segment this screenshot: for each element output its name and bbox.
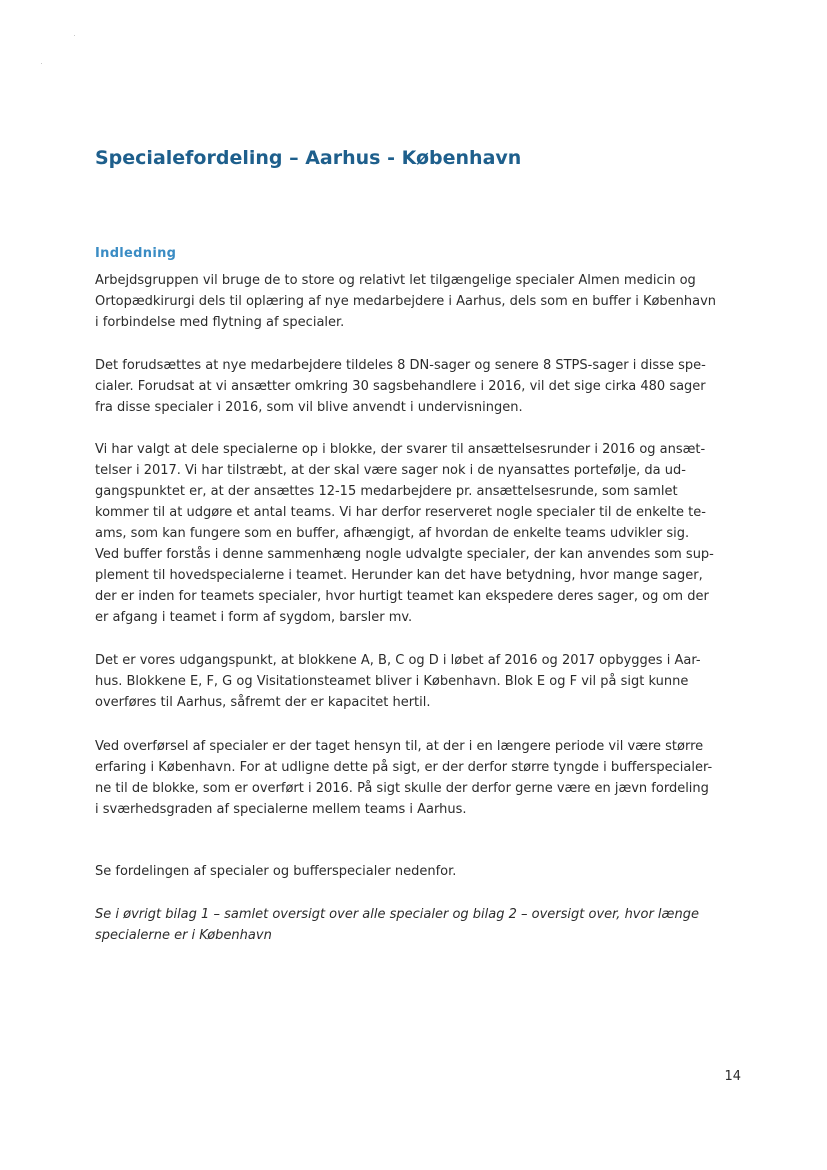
paragraph-line: hus. Blokkene E, F, G og Visitationsteamet bliver i København. Blok E og F vil på sigt kunne xyxy=(95,674,689,689)
page-title: Specialefordeling – Aarhus - København xyxy=(95,147,522,169)
paragraph-line: Ortopædkirurgi dels til oplæring af nye medarbejdere i Aarhus, dels som en buffer i København xyxy=(95,294,717,309)
paragraph-line: Ved overførsel af specialer er der taget hensyn til, at der i en længere periode vil være større xyxy=(95,739,704,754)
paragraph-line: Arbejdsgruppen vil bruge de to store og relativt let tilgængelige specialer Almen medicin og xyxy=(95,273,696,288)
section-heading-indledning: Indledning xyxy=(95,246,177,261)
paragraph-line: gangspunktet er, at der ansættes 12-15 medarbejdere pr. ansættelsesrunde, som samlet xyxy=(95,484,678,499)
paragraph-line: kommer til at udgøre et antal teams. Vi har derfor reserveret nogle specialer til de enkelte te- xyxy=(95,505,706,520)
scan-speck xyxy=(74,35,75,36)
paragraph-line: Se fordelingen af specialer og bufferspecialer nedenfor. xyxy=(95,864,457,879)
paragraph-line: Det er vores udgangspunkt, at blokkene A, B, C og D i løbet af 2016 og 2017 opbygges i Aar- xyxy=(95,653,701,668)
paragraph-line: Vi har valgt at dele specialerne op i blokke, der svarer til ansættelsesrunder i 2016 og ansæt- xyxy=(95,442,706,457)
paragraph-line: i forbindelse med flytning af specialer. xyxy=(95,315,345,330)
paragraph-line: Det forudsættes at nye medarbejdere tildeles 8 DN-sager og senere 8 STPS-sager i disse spe- xyxy=(95,358,706,373)
paragraph-line: plement til hovedspecialerne i teamet. Herunder kan det have betydning, hvor mange sager, xyxy=(95,568,703,583)
paragraph-6 xyxy=(95,861,745,882)
paragraph-5 xyxy=(95,736,745,820)
note-line: Se i øvrigt bilag 1 – samlet oversigt over alle specialer og bilag 2 – oversigt over, hvor længe xyxy=(95,907,699,922)
note-paragraph xyxy=(95,904,745,946)
note-line: specialerne er i København xyxy=(95,928,272,943)
paragraph-line: fra disse specialer i 2016, som vil blive anvendt i undervisningen. xyxy=(95,400,523,415)
scan-speck xyxy=(41,63,42,64)
paragraph-1 xyxy=(95,270,745,333)
paragraph-line: Ved buffer forstås i denne sammenhæng nogle udvalgte specialer, der kan anvendes som sup- xyxy=(95,547,714,562)
paragraph-line: overføres til Aarhus, såfremt der er kapacitet hertil. xyxy=(95,695,431,710)
paragraph-line: telser i 2017. Vi har tilstræbt, at der skal være sager nok i de nyansattes portefølje, da ud- xyxy=(95,463,686,478)
paragraph-3 xyxy=(95,439,745,628)
paragraph-line: der er inden for teamets specialer, hvor hurtigt teamet kan ekspedere deres sager, og om der xyxy=(95,589,709,604)
page-number: 14 xyxy=(724,1069,741,1084)
paragraph-line: i sværhedsgraden af specialerne mellem teams i Aarhus. xyxy=(95,802,467,817)
paragraph-line: erfaring i København. For at udligne dette på sigt, er der derfor større tyngde i bufferspecialer- xyxy=(95,760,713,775)
paragraph-line: er afgang i teamet i form af sygdom, barsler mv. xyxy=(95,610,413,625)
paragraph-4 xyxy=(95,650,745,713)
paragraph-line: ne til de blokke, som er overført i 2016. På sigt skulle der derfor gerne være en jævn fordeling xyxy=(95,781,709,796)
paragraph-2 xyxy=(95,355,745,418)
paragraph-line: cialer. Forudsat at vi ansætter omkring 30 sagsbehandlere i 2016, vil det sige cirka 480 sager xyxy=(95,379,706,394)
paragraph-line: ams, som kan fungere som en buffer, afhængigt, af hvordan de enkelte teams udvikler sig. xyxy=(95,526,690,541)
